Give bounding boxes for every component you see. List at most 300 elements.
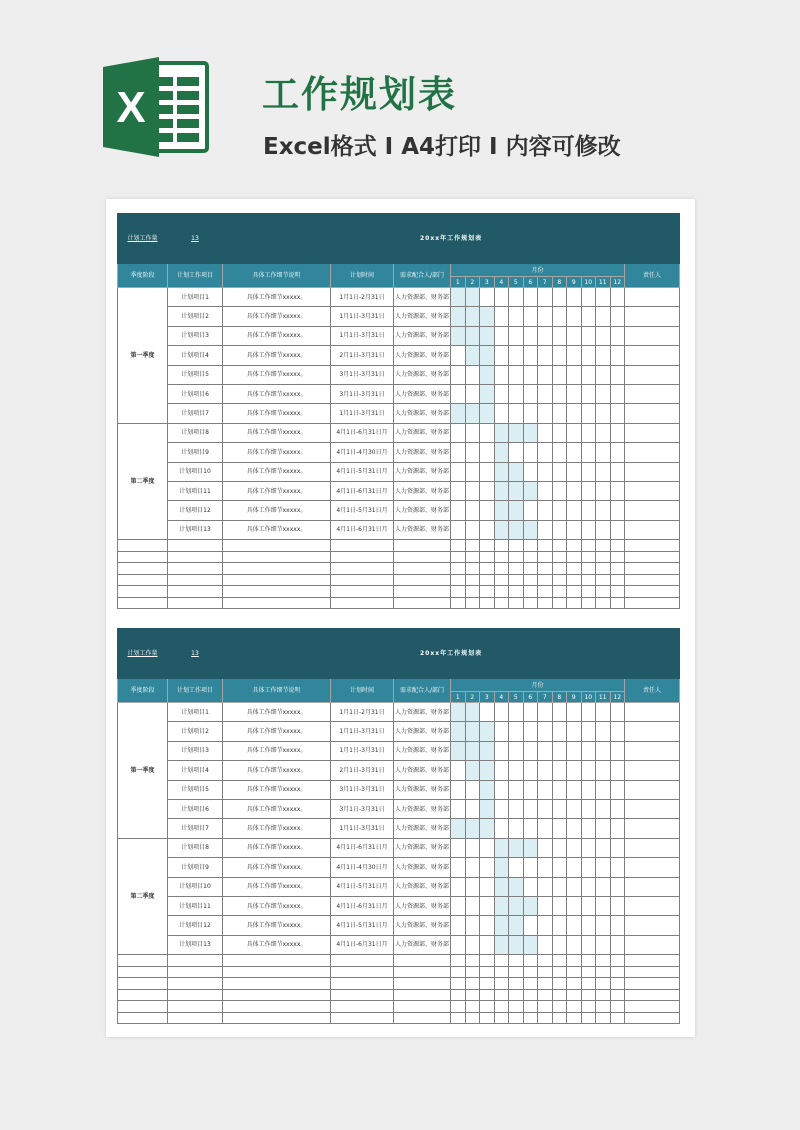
time-cell: 4月1日-6月31日月 [331, 838, 394, 857]
empty-cell [610, 989, 625, 1001]
owner-cell [625, 404, 680, 423]
month-cell [509, 780, 524, 799]
month-cell [509, 722, 524, 741]
month-cell [596, 858, 611, 877]
month-cell [538, 722, 553, 741]
empty-cell [465, 540, 480, 552]
month-cell [596, 520, 611, 539]
empty-cell [567, 1012, 582, 1024]
empty-cell [168, 574, 223, 586]
empty-cell [465, 978, 480, 990]
empty-cell [394, 551, 451, 563]
month-cell [523, 501, 538, 520]
empty-cell [465, 563, 480, 575]
dept-cell: 人力资源部、财务部 [394, 520, 451, 539]
month-cell [480, 462, 495, 481]
month-cell [581, 307, 596, 326]
table-row [118, 741, 680, 760]
empty-cell [451, 955, 466, 967]
empty-cell [331, 1012, 394, 1024]
month-cell [552, 501, 567, 520]
month-cell [451, 838, 466, 857]
month-cell [509, 799, 524, 818]
month-cell [538, 741, 553, 760]
empty-cell [480, 597, 495, 609]
empty-cell [610, 966, 625, 978]
dept-cell: 人力资源部、财务部 [394, 423, 451, 442]
month-cell [451, 365, 466, 384]
dept-cell: 人力资源部、财务部 [394, 761, 451, 780]
empty-cell [581, 597, 596, 609]
time-cell: 1月1日-3月31日 [331, 326, 394, 345]
month-cell [465, 443, 480, 462]
empty-cell [451, 1001, 466, 1013]
empty-cell [552, 1012, 567, 1024]
owner-cell [625, 443, 680, 462]
empty-cell [394, 586, 451, 598]
month-number: 7 [538, 692, 553, 703]
table-row [118, 858, 680, 877]
detail-cell: 具体工作细节xxxxx。 [223, 858, 331, 877]
month-cell [509, 346, 524, 365]
empty-cell [494, 540, 509, 552]
month-cell [538, 443, 553, 462]
month-cell [465, 741, 480, 760]
empty-cell [494, 563, 509, 575]
empty-row [118, 540, 680, 552]
empty-cell [552, 978, 567, 990]
empty-cell [538, 540, 553, 552]
month-cell [538, 288, 553, 307]
item-cell: 计划项目3 [168, 741, 223, 760]
time-cell: 3月1日-3月31日 [331, 780, 394, 799]
month-cell [451, 404, 466, 423]
month-cell [523, 384, 538, 403]
time-cell: 4月1日-5月31日月 [331, 877, 394, 896]
empty-cell [465, 1001, 480, 1013]
header-detail: 具体工作细节说明 [223, 679, 331, 703]
dept-cell: 人力资源部、财务部 [394, 307, 451, 326]
empty-cell [523, 586, 538, 598]
item-cell: 计划项目6 [168, 384, 223, 403]
month-cell [509, 365, 524, 384]
month-number: 9 [567, 277, 582, 288]
table-row [118, 404, 680, 423]
month-cell [596, 346, 611, 365]
month-cell [581, 443, 596, 462]
month-cell [494, 819, 509, 838]
item-cell: 计划项目5 [168, 365, 223, 384]
empty-cell [625, 597, 680, 609]
empty-cell [168, 1012, 223, 1024]
owner-cell [625, 877, 680, 896]
month-cell [509, 741, 524, 760]
month-cell [480, 384, 495, 403]
table-row [118, 462, 680, 481]
month-cell [480, 481, 495, 500]
month-cell [581, 780, 596, 799]
empty-cell [596, 551, 611, 563]
owner-cell [625, 501, 680, 520]
month-cell [596, 703, 611, 722]
dept-cell: 人力资源部、财务部 [394, 365, 451, 384]
empty-cell [331, 978, 394, 990]
empty-cell [451, 586, 466, 598]
month-cell [581, 423, 596, 442]
empty-cell [581, 540, 596, 552]
month-cell [494, 462, 509, 481]
dept-cell: 人力资源部、财务部 [394, 326, 451, 345]
month-cell [494, 896, 509, 915]
time-cell: 1月1日-3月31日 [331, 819, 394, 838]
month-cell [567, 443, 582, 462]
table-title-row [118, 629, 680, 679]
empty-cell [331, 955, 394, 967]
empty-cell [552, 1001, 567, 1013]
empty-cell [625, 563, 680, 575]
table-row [118, 520, 680, 539]
month-cell [538, 307, 553, 326]
empty-cell [465, 551, 480, 563]
table-row [118, 935, 680, 954]
empty-cell [538, 586, 553, 598]
time-cell: 4月1日-4月30日月 [331, 858, 394, 877]
empty-cell [394, 540, 451, 552]
month-cell [480, 346, 495, 365]
month-cell [523, 935, 538, 954]
table-row [118, 501, 680, 520]
month-cell [567, 481, 582, 500]
dept-cell: 人力资源部、财务部 [394, 741, 451, 760]
month-cell [610, 404, 625, 423]
empty-cell [552, 966, 567, 978]
month-cell [480, 799, 495, 818]
month-cell [494, 423, 509, 442]
month-number: 6 [523, 277, 538, 288]
month-cell [523, 896, 538, 915]
empty-cell [494, 1001, 509, 1013]
empty-cell [223, 586, 331, 598]
empty-cell [625, 978, 680, 990]
month-cell [610, 288, 625, 307]
month-cell [581, 877, 596, 896]
detail-cell: 具体工作细节xxxxx。 [223, 935, 331, 954]
month-cell [538, 365, 553, 384]
month-cell [494, 858, 509, 877]
month-cell [567, 703, 582, 722]
empty-cell [523, 540, 538, 552]
empty-cell [465, 955, 480, 967]
month-cell [610, 443, 625, 462]
empty-cell [118, 551, 168, 563]
month-cell [596, 423, 611, 442]
empty-cell [480, 574, 495, 586]
month-cell [552, 307, 567, 326]
empty-row [118, 955, 680, 967]
empty-cell [509, 966, 524, 978]
empty-cell [394, 989, 451, 1001]
month-cell [610, 703, 625, 722]
empty-cell [223, 1012, 331, 1024]
month-cell [610, 520, 625, 539]
month-cell [480, 326, 495, 345]
workload-value: 13 [168, 629, 223, 679]
month-cell [523, 423, 538, 442]
table-title: 20xx年工作规划表 [223, 214, 680, 264]
empty-cell [625, 551, 680, 563]
month-cell [552, 896, 567, 915]
table-row [118, 896, 680, 915]
owner-cell [625, 462, 680, 481]
empty-cell [567, 966, 582, 978]
month-cell [538, 761, 553, 780]
month-cell [494, 307, 509, 326]
empty-cell [331, 551, 394, 563]
empty-row [118, 1001, 680, 1013]
month-cell [581, 346, 596, 365]
empty-cell [581, 574, 596, 586]
month-cell [523, 761, 538, 780]
month-cell [567, 819, 582, 838]
item-cell: 计划项目6 [168, 799, 223, 818]
empty-cell [625, 574, 680, 586]
empty-row [118, 966, 680, 978]
empty-row [118, 574, 680, 586]
empty-cell [118, 989, 168, 1001]
month-cell [465, 819, 480, 838]
empty-cell [523, 1012, 538, 1024]
month-cell [523, 346, 538, 365]
empty-cell [523, 574, 538, 586]
empty-cell [168, 1001, 223, 1013]
month-cell [523, 520, 538, 539]
month-number: 10 [581, 277, 596, 288]
dept-cell: 人力资源部、财务部 [394, 858, 451, 877]
owner-cell [625, 703, 680, 722]
empty-cell [567, 955, 582, 967]
time-cell: 1月1日-2月31日 [331, 288, 394, 307]
empty-cell [118, 1012, 168, 1024]
time-cell: 1月1日-3月31日 [331, 741, 394, 760]
table-title-row [118, 214, 680, 264]
month-cell [552, 346, 567, 365]
empty-cell [480, 978, 495, 990]
month-cell [451, 780, 466, 799]
month-cell [451, 326, 466, 345]
month-cell [465, 916, 480, 935]
time-cell: 3月1日-3月31日 [331, 799, 394, 818]
month-cell [552, 520, 567, 539]
empty-cell [509, 597, 524, 609]
month-cell [465, 877, 480, 896]
month-cell [610, 346, 625, 365]
month-cell [494, 443, 509, 462]
dept-cell: 人力资源部、财务部 [394, 384, 451, 403]
table-row [118, 288, 680, 307]
empty-cell [610, 1012, 625, 1024]
time-cell: 2月1日-3月31日 [331, 346, 394, 365]
dept-cell: 人力资源部、财务部 [394, 722, 451, 741]
month-cell [480, 741, 495, 760]
owner-cell [625, 722, 680, 741]
empty-cell [494, 1012, 509, 1024]
month-cell [523, 877, 538, 896]
empty-cell [523, 597, 538, 609]
month-cell [451, 462, 466, 481]
table-row [118, 481, 680, 500]
item-cell: 计划项目12 [168, 501, 223, 520]
empty-cell [480, 966, 495, 978]
month-cell [567, 384, 582, 403]
empty-cell [538, 1012, 553, 1024]
month-cell [581, 365, 596, 384]
month-cell [552, 916, 567, 935]
month-cell [567, 780, 582, 799]
detail-cell: 具体工作细节xxxxx。 [223, 916, 331, 935]
item-cell: 计划项目8 [168, 423, 223, 442]
empty-cell [581, 551, 596, 563]
dept-cell: 人力资源部、财务部 [394, 916, 451, 935]
month-cell [567, 896, 582, 915]
empty-cell [223, 989, 331, 1001]
dept-cell: 人力资源部、财务部 [394, 896, 451, 915]
month-cell [538, 799, 553, 818]
month-cell [451, 384, 466, 403]
month-number: 12 [610, 277, 625, 288]
table-row [118, 799, 680, 818]
month-cell [567, 404, 582, 423]
empty-cell [118, 1001, 168, 1013]
month-cell [509, 761, 524, 780]
month-cell [596, 404, 611, 423]
month-cell [465, 462, 480, 481]
month-cell [581, 462, 596, 481]
empty-cell [610, 955, 625, 967]
header-item: 计划工作项目 [168, 264, 223, 288]
month-cell [451, 443, 466, 462]
month-number: 6 [523, 692, 538, 703]
month-cell [552, 703, 567, 722]
empty-cell [523, 955, 538, 967]
month-cell [581, 896, 596, 915]
month-cell [610, 481, 625, 500]
plan-table [117, 213, 680, 609]
month-cell [596, 481, 611, 500]
month-cell [451, 520, 466, 539]
season-cell: 第一季度 [118, 288, 168, 424]
empty-cell [625, 989, 680, 1001]
month-cell [451, 741, 466, 760]
empty-cell [494, 989, 509, 1001]
month-cell [552, 462, 567, 481]
month-cell [494, 365, 509, 384]
month-cell [610, 365, 625, 384]
empty-cell [538, 989, 553, 1001]
month-cell [451, 819, 466, 838]
empty-cell [480, 551, 495, 563]
time-cell: 4月1日-6月31日月 [331, 423, 394, 442]
empty-cell [168, 955, 223, 967]
month-cell [523, 462, 538, 481]
header-month: 月份 [451, 679, 625, 692]
month-cell [509, 462, 524, 481]
empty-cell [581, 586, 596, 598]
empty-cell [552, 955, 567, 967]
item-cell: 计划项目10 [168, 462, 223, 481]
month-cell [596, 819, 611, 838]
detail-cell: 具体工作细节xxxxx。 [223, 326, 331, 345]
month-cell [567, 346, 582, 365]
month-cell [480, 819, 495, 838]
month-cell [523, 404, 538, 423]
dept-cell: 人力资源部、财务部 [394, 462, 451, 481]
header-row [118, 679, 680, 692]
month-cell [581, 481, 596, 500]
month-cell [480, 423, 495, 442]
time-cell: 2月1日-3月31日 [331, 761, 394, 780]
month-cell [581, 819, 596, 838]
month-number: 2 [465, 277, 480, 288]
empty-cell [596, 1012, 611, 1024]
empty-cell [331, 1001, 394, 1013]
month-cell [494, 799, 509, 818]
month-cell [567, 838, 582, 857]
month-cell [596, 838, 611, 857]
month-cell [567, 722, 582, 741]
empty-cell [451, 563, 466, 575]
month-cell [567, 288, 582, 307]
month-cell [538, 935, 553, 954]
item-cell: 计划项目13 [168, 935, 223, 954]
owner-cell [625, 741, 680, 760]
detail-cell: 具体工作细节xxxxx。 [223, 501, 331, 520]
month-cell [465, 404, 480, 423]
month-number: 1 [451, 277, 466, 288]
month-cell [610, 838, 625, 857]
dept-cell: 人力资源部、财务部 [394, 799, 451, 818]
month-cell [494, 288, 509, 307]
dept-cell: 人力资源部、财务部 [394, 443, 451, 462]
month-cell [523, 722, 538, 741]
month-cell [465, 365, 480, 384]
empty-cell [610, 597, 625, 609]
month-cell [509, 935, 524, 954]
table-row [118, 819, 680, 838]
month-cell [494, 722, 509, 741]
month-number: 1 [451, 692, 466, 703]
time-cell: 4月1日-5月31日月 [331, 501, 394, 520]
owner-cell [625, 935, 680, 954]
header-owner: 责任人 [625, 679, 680, 703]
empty-cell [494, 574, 509, 586]
month-cell [581, 761, 596, 780]
owner-cell [625, 761, 680, 780]
time-cell: 4月1日-6月31日月 [331, 520, 394, 539]
empty-cell [625, 540, 680, 552]
empty-cell [567, 989, 582, 1001]
empty-cell [331, 586, 394, 598]
month-cell [596, 741, 611, 760]
month-cell [552, 326, 567, 345]
month-number: 5 [509, 277, 524, 288]
empty-cell [451, 978, 466, 990]
month-cell [465, 481, 480, 500]
month-cell [552, 722, 567, 741]
month-cell [523, 365, 538, 384]
month-cell [509, 819, 524, 838]
empty-cell [118, 540, 168, 552]
empty-cell [567, 574, 582, 586]
